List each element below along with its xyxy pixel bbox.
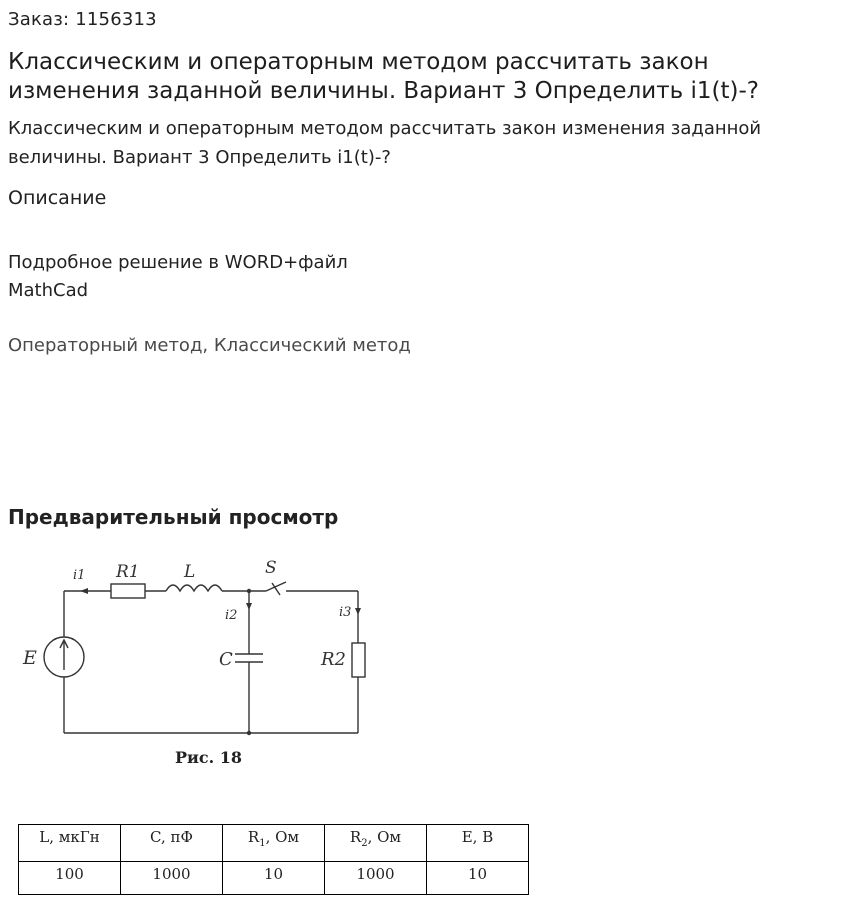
circuit-figure bbox=[18, 552, 378, 772]
label-e: E bbox=[23, 647, 37, 669]
page-title: Классическим и операторным методом рассчитать закон изменения заданной величины. Вариант 3 Определить i1(t)-? bbox=[8, 49, 759, 104]
header-r2-sub: 2 bbox=[361, 838, 368, 849]
label-r1: R1 bbox=[116, 562, 140, 582]
tag-operator-method[interactable]: Операторный метод bbox=[8, 335, 203, 356]
label-r2: R2 bbox=[321, 649, 347, 670]
value-cell-c: 1000 bbox=[121, 862, 223, 895]
resistor-r1 bbox=[111, 584, 145, 598]
switch-s bbox=[266, 582, 286, 595]
inductor-l bbox=[166, 585, 222, 591]
header-r1-unit: , Ом bbox=[265, 828, 300, 846]
preview-heading: Предварительный просмотр bbox=[8, 505, 339, 529]
table-row bbox=[19, 862, 529, 895]
value-cell-e: 10 bbox=[427, 862, 529, 895]
description-heading: Описание bbox=[8, 187, 107, 209]
label-i3: i3 bbox=[339, 605, 352, 620]
arrow-i1 bbox=[80, 588, 88, 594]
header-r1-sub: 1 bbox=[259, 838, 266, 849]
table-header-row bbox=[19, 825, 529, 862]
header-cell-l bbox=[19, 825, 121, 862]
junction-top bbox=[247, 589, 251, 593]
label-c: C bbox=[219, 649, 233, 670]
order-label: Заказ: bbox=[8, 9, 70, 30]
lead-text: Классическим и операторным методом рассчитать закон изменения заданной величины. Вариант 3 Определить i1(t)-? bbox=[8, 118, 762, 168]
resistor-r2 bbox=[352, 643, 365, 677]
header-r2-text: R bbox=[349, 828, 362, 846]
capacitor-c bbox=[235, 654, 263, 662]
value-cell-r2: 1000 bbox=[325, 862, 427, 895]
header-e-text: E, В bbox=[461, 828, 494, 846]
label-l: L bbox=[184, 562, 196, 582]
header-cell-r2 bbox=[325, 825, 427, 862]
junction-bottom bbox=[247, 731, 251, 735]
label-i1: i1 bbox=[73, 568, 86, 583]
circuit-wires bbox=[64, 591, 358, 733]
tag-classical-method[interactable]: Классический метод bbox=[213, 335, 411, 356]
description-body bbox=[8, 249, 428, 305]
label-i2: i2 bbox=[225, 608, 238, 623]
order-number: 1156313 bbox=[75, 9, 157, 30]
value-cell-l: 100 bbox=[19, 862, 121, 895]
source-e bbox=[44, 637, 84, 677]
description-line-1: Подробное решение в WORD+файл bbox=[8, 252, 348, 273]
header-r2-unit: , Ом bbox=[367, 828, 402, 846]
header-l-text: L, мкГн bbox=[39, 828, 100, 846]
header-c-text: C, пФ bbox=[150, 828, 193, 846]
tag-separator: , bbox=[202, 335, 214, 356]
tags-list bbox=[8, 335, 411, 356]
value-cell-r1: 10 bbox=[223, 862, 325, 895]
description-line-2: MathCad bbox=[8, 280, 89, 301]
parameters-table bbox=[18, 824, 529, 895]
figure-caption: Рис. 18 bbox=[175, 748, 243, 767]
label-s: S bbox=[265, 558, 277, 578]
header-r1-text: R bbox=[247, 828, 260, 846]
header-cell-r1 bbox=[223, 825, 325, 862]
arrow-i3 bbox=[355, 608, 361, 615]
order-line bbox=[8, 9, 157, 30]
header-cell-c bbox=[121, 825, 223, 862]
header-cell-e bbox=[427, 825, 529, 862]
arrow-i2 bbox=[246, 603, 252, 610]
